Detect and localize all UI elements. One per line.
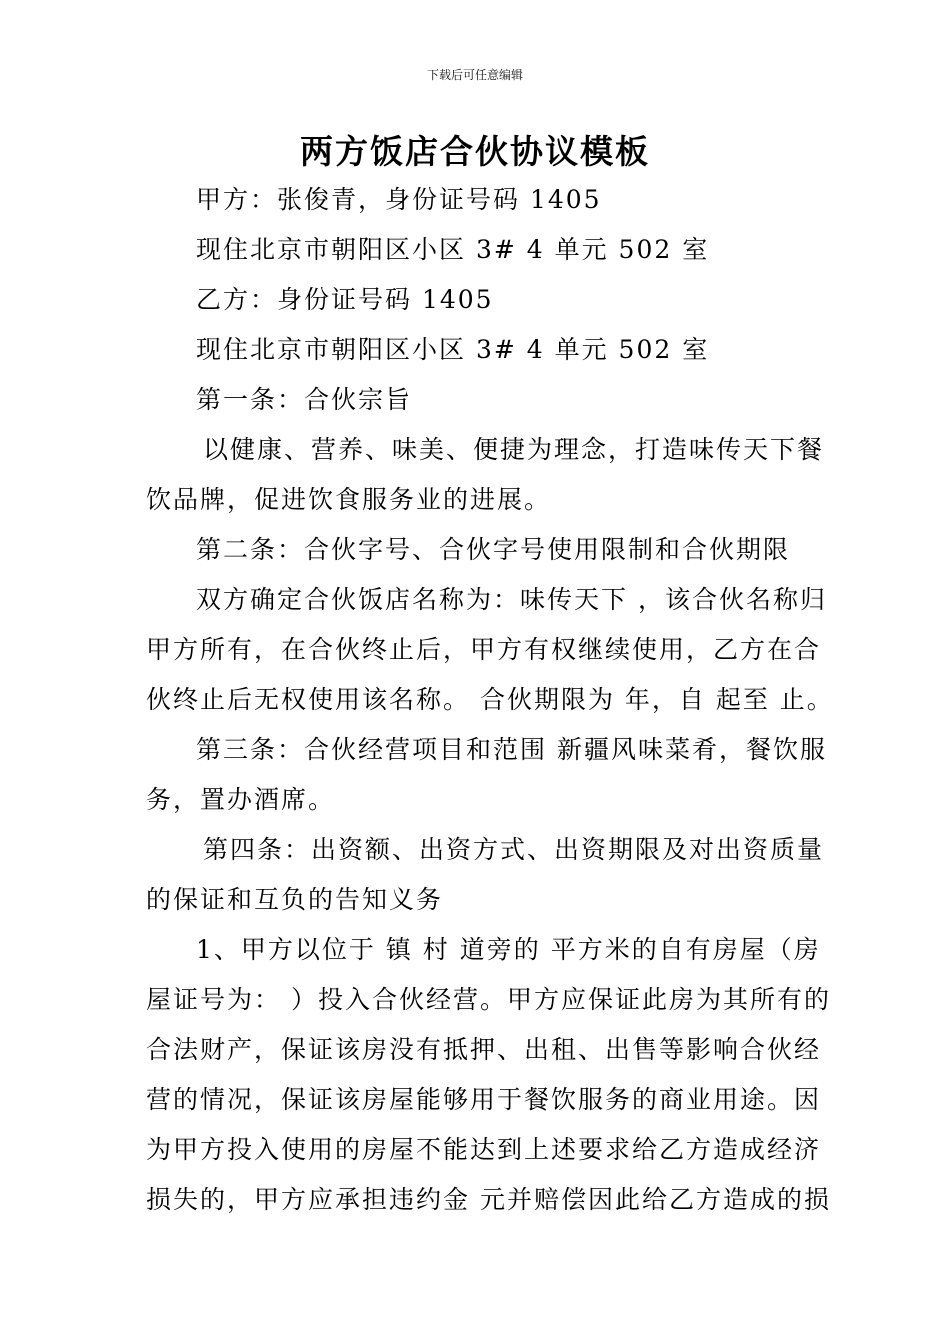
paragraph-line: 双方确定合伙饭店名称为：味传天下 ，该合伙名称归: [196, 585, 827, 614]
document-title: 两方饭店合伙协议模板: [300, 132, 650, 171]
paragraph-line: 饮品牌，促进饮食服务业的进展。: [146, 485, 552, 514]
page-header: 下载后可任意编辑: [426, 68, 523, 82]
party-b-line: 乙方：身份证号码 1405: [196, 285, 494, 314]
paragraph-line: 的保证和互负的告知义务: [146, 885, 444, 914]
article-1-heading: 第一条：合伙宗旨: [196, 385, 413, 414]
paragraph-line: 以健康、营养、味美、便捷为理念，打造味传天下餐: [203, 435, 825, 464]
paragraph-line: 损失的，甲方应承担违约金 元并赔偿因此给乙方造成的损: [146, 1185, 831, 1214]
paragraph-line: 为甲方投入使用的房屋不能达到上述要求给乙方造成经济: [146, 1135, 822, 1164]
party-a-line: 甲方：张俊青，身份证号码 1405: [196, 185, 602, 214]
paragraph-line: 甲方所有，在合伙终止后，甲方有权继续使用，乙方在合: [146, 635, 822, 664]
article-2-heading: 第二条：合伙字号、合伙字号使用限制和合伙期限: [196, 535, 791, 564]
paragraph-line: 伙终止后无权使用该名称。 合伙期限为 年，自 起至 止。: [146, 685, 834, 714]
party-b-address: 现住北京市朝阳区小区 3# 4 单元 502 室: [196, 335, 710, 364]
article-3-heading: 第三条：合伙经营项目和范围 新疆风味菜肴，餐饮服: [196, 735, 827, 764]
article-4-heading: 第四条：出资额、出资方式、出资期限及对出资质量: [203, 835, 825, 864]
paragraph-line: 营的情况，保证该房屋能够用于餐饮服务的商业用途。因: [146, 1085, 822, 1114]
paragraph-line: 1、甲方以位于 镇 村 道旁的 平方米的自有房屋（房: [196, 935, 821, 964]
paragraph-line: 合法财产，保证该房没有抵押、出租、出售等影响合伙经: [146, 1035, 822, 1064]
paragraph-line: 屋证号为： ）投入合伙经营。甲方应保证此房为其所有的: [146, 985, 831, 1014]
party-a-address: 现住北京市朝阳区小区 3# 4 单元 502 室: [196, 235, 710, 264]
paragraph-line: 务，置办酒席。: [146, 785, 336, 814]
